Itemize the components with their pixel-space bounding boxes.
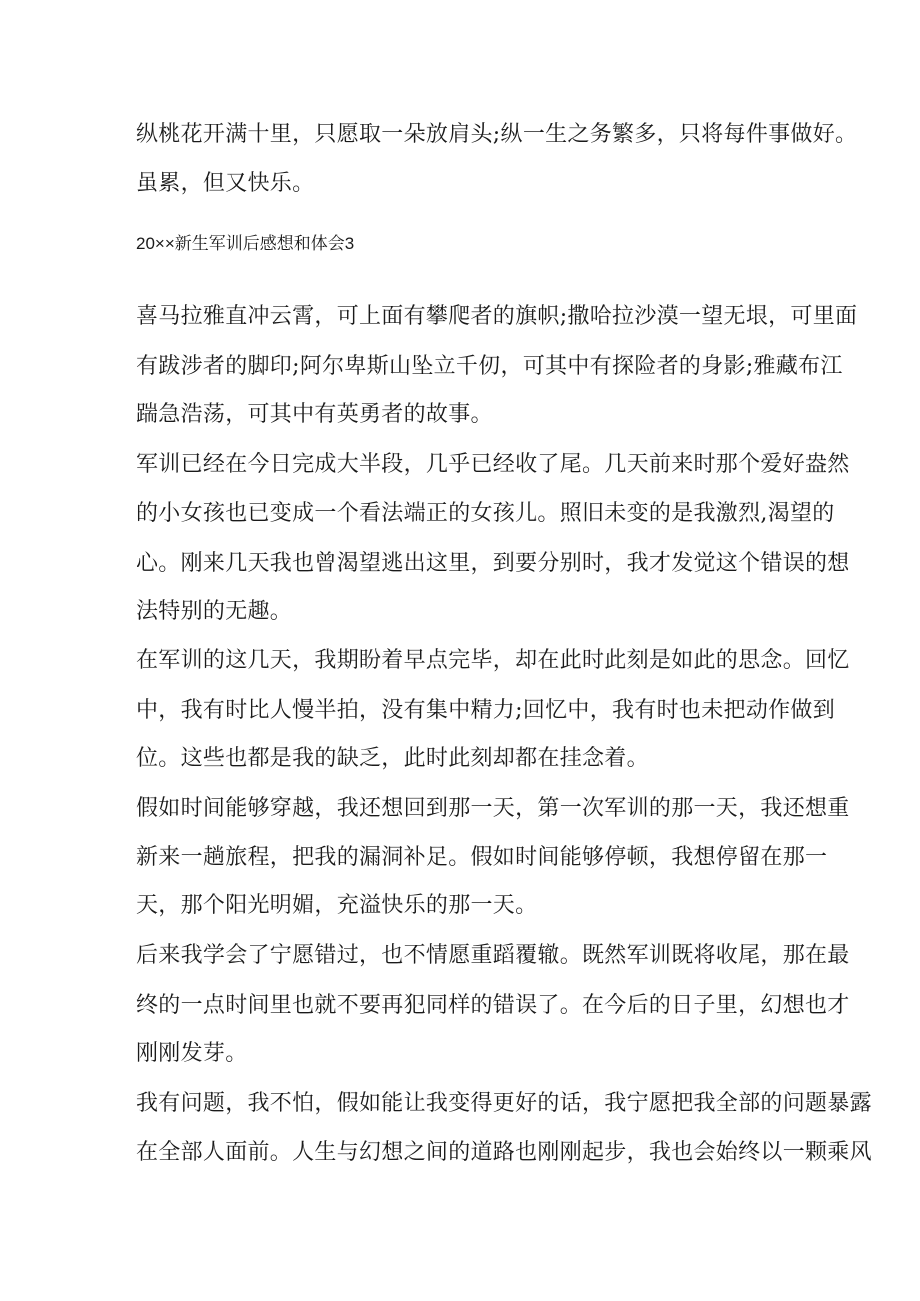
- paragraph-line: 后来我学会了宁愿错过，也不情愿重蹈覆辙。既然军训既将收尾，那在最: [136, 943, 850, 968]
- paragraph-line: 中，我有时比人慢半拍，没有集中精力;回忆中，我有时也未把动作做到: [136, 698, 836, 723]
- paragraph-line: 军训已经在今日完成大半段，几乎已经收了尾。几天前来时那个爱好盎然: [136, 452, 850, 477]
- paragraph-line: 在军训的这几天，我期盼着早点完毕，却在此时此刻是如此的思念。回忆: [136, 648, 850, 673]
- paragraph-line: 新来一趟旅程，把我的漏洞补足。假如时间能够停顿，我想停留在那一: [136, 845, 828, 870]
- paragraph-line: 的小女孩也已变成一个看法端正的女孩儿。照旧未变的是我激烈,渴望的: [136, 501, 835, 526]
- paragraph-line: 假如时间能够穿越，我还想回到那一天，第一次军训的那一天，我还想重: [136, 796, 850, 821]
- paragraph-line: 在全部人面前。人生与幻想之间的道路也刚刚起步，我也会始终以一颗乘风: [136, 1140, 872, 1165]
- paragraph-line: 法特别的无趣。: [136, 599, 293, 624]
- paragraph-line: 位。这些也都是我的缺乏，此时此刻却都在挂念着。: [136, 746, 649, 771]
- section-heading: 20××新生军训后感想和体会3: [136, 234, 355, 253]
- paragraph-line: 喜马拉雅直冲云霄，可上面有攀爬者的旗帜;撒哈拉沙漠一望无垠，可里面: [136, 304, 858, 329]
- paragraph-line: 踹急浩荡，可其中有英勇者的故事。: [136, 402, 493, 427]
- paragraph-line: 虽累，但又快乐。: [136, 171, 315, 196]
- paragraph-line: 刚刚发芽。: [136, 1041, 248, 1066]
- paragraph-line: 有跋涉者的脚印;阿尔卑斯山坠立千仞，可其中有探险者的身影;雅藏布江: [136, 354, 843, 379]
- paragraph-line: 我有问题，我不怕，假如能让我变得更好的话，我宁愿把我全部的问题暴露: [136, 1091, 872, 1116]
- paragraph-line: 纵桃花开满十里，只愿取一朵放肩头;纵一生之务繁多，只将每件事做好。: [136, 122, 858, 147]
- paragraph-line: 心。刚来几天我也曾渴望逃出这里，到要分别时，我才发觉这个错误的想: [136, 551, 850, 576]
- paragraph-line: 天，那个阳光明媚，充溢快乐的那一天。: [136, 893, 538, 918]
- paragraph-line: 终的一点时间里也就不要再犯同样的错误了。在今后的日子里，幻想也才: [136, 993, 850, 1018]
